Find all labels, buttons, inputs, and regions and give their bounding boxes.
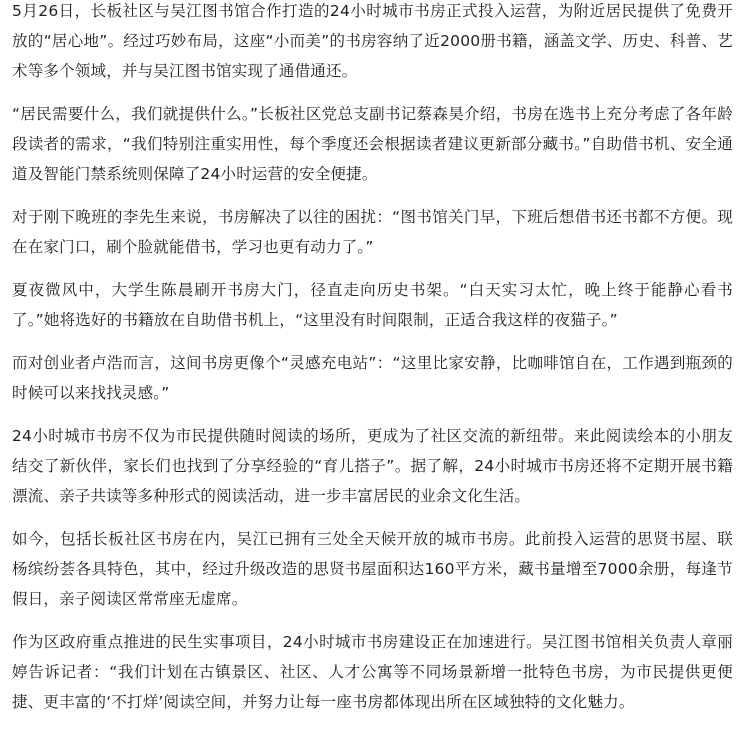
paragraph-opening: 5月26日，长板社区与吴江图书馆合作打造的24小时城市书房正式投入运营，为附近居民提供了免费开放的“居心地”。经过巧妙布局，这座“小而美”的书房容纳了近2000册书籍，涵盖文学、历史、科普、艺术等多个领域，并与吴江图书馆实现了通借通还。 <box>12 2 733 80</box>
paragraph-lu-hao: 而对创业者卢浩而言，这间书房更像个“灵感充电站”：“这里比家安静，比咖啡馆自在，工作遇到瓶颈的时候可以来找找灵感。” <box>12 354 733 402</box>
paragraph-quote-cai: “居民需要什么，我们就提供什么。”长板社区党总支副书记蔡森昊介绍，书房在选书上充分考虑了各年龄段读者的需求，“我们特别注重实用性，每个季度还会根据读者建议更新部分藏书。”自助借书机、安全通道及智能门禁系统则保障了24小时运营的安全便捷。 <box>12 105 733 183</box>
paragraph-mr-li: 对于刚下晚班的李先生来说，书房解决了以往的困扰：“图书馆关门早，下班后想借书还书都不方便。现在在家门口，刷个脸就能借书，学习也更有动力了。” <box>12 208 733 256</box>
paragraph-city-reading-rooms: 如今，包括长板社区书房在内，吴江已拥有三处全天候开放的城市书房。此前投入运营的思贤书屋、联杨缤纷荟各具特色，其中，经过升级改造的思贤书屋面积达160平方米，藏书量增至7000余册，每逢节假日，亲子阅读区常常座无虚席。 <box>12 530 733 608</box>
paragraph-community-bond: 24小时城市书房不仅为市民提供随时阅读的场所，更成为了社区交流的新纽带。来此阅读绘本的小朋友结交了新伙伴，家长们也找到了分享经验的“育儿搭子”。据了解，24小时城市书房还将不定期开展书籍漂流、亲子共读等多种形式的阅读活动，进一步丰富居民的业余文化生活。 <box>12 427 733 505</box>
paragraph-chen-chen: 夏夜微风中，大学生陈晨刷开书房大门，径直走向历史书架。“白天实习太忙，晚上终于能静心看书了。”她将选好的书籍放在自助借书机上，“这里没有时间限制，正适合我这样的夜猫子。” <box>12 281 733 329</box>
paragraph-future-plans: 作为区政府重点推进的民生实事项目，24小时城市书房建设正在加速进行。吴江图书馆相关负责人章丽婷告诉记者：“我们计划在古镇景区、社区、人才公寓等不同场景新增一批特色书房，为市民提供更便捷、更丰富的‘不打烊’阅读空间，并努力让每一座书房都体现出所在区域独特的文化魅力。 <box>12 633 733 711</box>
